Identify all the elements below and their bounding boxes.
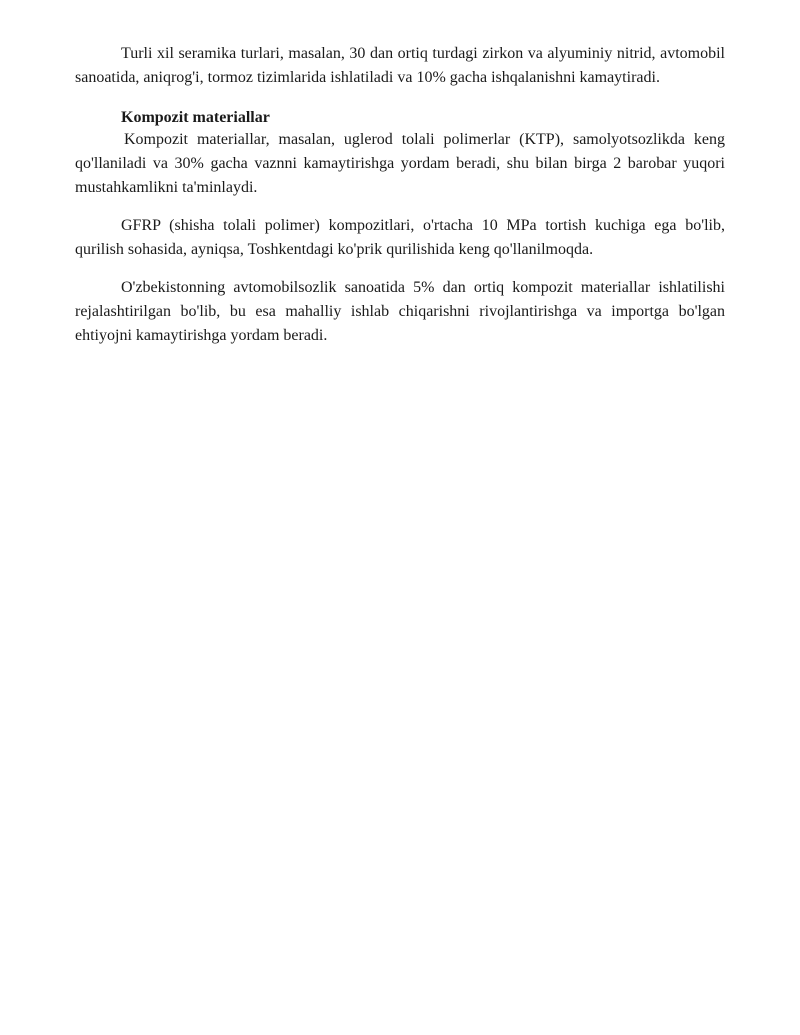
document-page — [75, 42, 725, 348]
ceramics-paragraph: Turli xil seramika turlari, masalan, 30 dan ortiq turdagi zirkon va alyuminiy nitrid, avtomobil sanoatida, aniqrog'i, tormoz tizimlarida ishlatiladi va 10% gacha ishqalanishni kamaytiradi. — [75, 45, 725, 86]
section-heading: Kompozit materiallar — [121, 109, 270, 126]
gfrp-paragraph: GFRP (shisha tolali polimer) kompozitlari, o'rtacha 10 MPa tortish kuchiga ega bo'lib, qurilish sohasida, ayniqsa, Toshkentdagi ko'prik qurilishida keng qo'llanilmoqda. — [75, 217, 725, 258]
composites-paragraph: Kompozit materiallar, masalan, uglerod tolali polimerlar (KTP), samolyotsozlikda keng qo'llaniladi va 30% gacha vaznni kamaytirishga yordam beradi, shu bilan birga 2 barobar yuqori mustahkamlikni ta'minlaydi. — [75, 131, 725, 196]
uzbekistan-paragraph: O'zbekistonning avtomobilsozlik sanoatida 5% dan ortiq kompozit materiallar ishlatilishi rejalashtirilgan bo'lib, bu esa mahalliy ishlab chiqarishni rivojlantirishga va importga bo'lgan ehtiyojni kamaytirishga yordam beradi. — [75, 279, 725, 344]
